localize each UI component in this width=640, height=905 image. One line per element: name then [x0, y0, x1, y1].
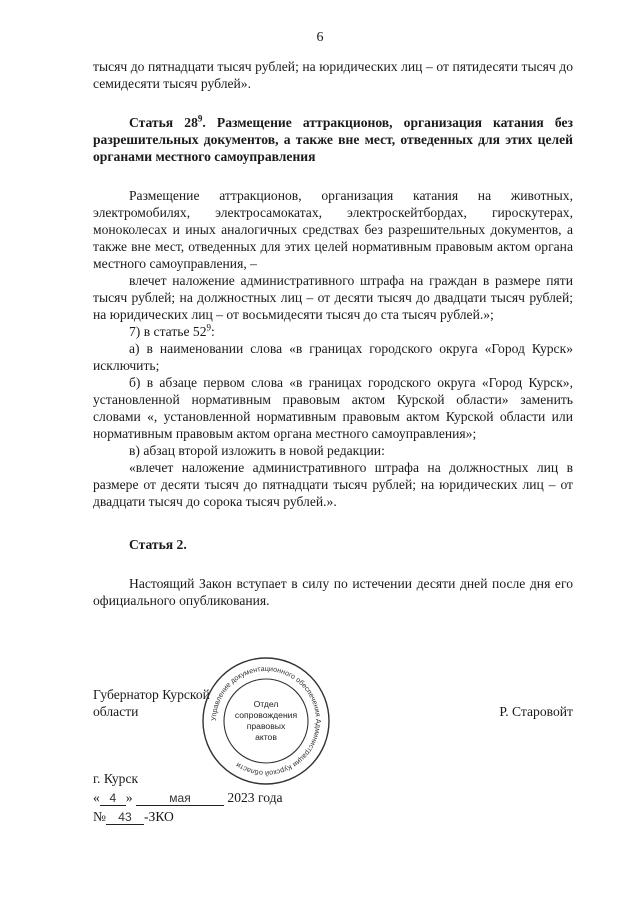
stamp-line-1: Отдел: [253, 699, 279, 709]
date-line: [93, 789, 393, 808]
paragraph-3-text: 7) в статье 52: [129, 324, 207, 339]
paragraph-8: Настоящий Закон вступает в силу по истечении десяти дней после дня его официального опубликования.: [93, 576, 573, 608]
paragraph-7: «влечет наложение административного штрафа на должностных лиц в размере от десяти тысяч до пятнадцати тысяч рублей; на юридических лиц – от двадцати тысяч до сорока тысяч рублей.».: [93, 460, 573, 509]
article-heading-prefix: Статья 28: [129, 115, 198, 130]
article-28-9-heading: [93, 114, 573, 165]
paragraph-intro: тысяч до пятнадцати тысяч рублей; на юридических лиц – от пятидесяти тысяч до семидесяти тысяч рублей».: [93, 59, 573, 91]
stamp-line-3: правовых: [246, 721, 286, 731]
paragraph-6: в) абзац второй изложить в новой редакции:: [129, 443, 385, 458]
paragraph-3-tail: :: [211, 324, 215, 339]
governor-title: Губернатор Курской области: [93, 687, 210, 719]
footer: [93, 770, 393, 827]
number-value: 43: [106, 810, 144, 825]
date-close-quote: »: [125, 790, 133, 805]
governor-name: Р. Старовойт: [499, 704, 573, 719]
paragraph-1: Размещение аттракционов, организация катания на животных, электромобилях, электросамокатах, электроскейтбордах, гироскутерах, моноколесах и иных аналогичных средствах без разрешительных документов, а также вне мест, отведенных для этих целей нормативным правовым актом органа местного самоуправления, –: [93, 188, 573, 271]
number-suffix: -ЗКО: [143, 809, 174, 824]
stamp-center-text: [200, 655, 332, 787]
paragraph-2: влечет наложение административного штрафа на граждан в размере пяти тысяч рублей; на должностных лиц – от десяти тысяч до двадцати тысяч рублей; на юридических лиц – от восьмидесяти тысяч до ста тысяч рублей.»;: [93, 273, 573, 322]
official-stamp: [200, 655, 332, 787]
number-prefix: №: [93, 809, 106, 824]
date-day: 4: [100, 791, 126, 806]
stamp-line-4: актов: [255, 732, 277, 742]
number-line: [93, 808, 393, 827]
document-body: [93, 58, 573, 609]
page-number: 6: [316, 30, 324, 45]
article-heading-title: . Размещение аттракционов, организация катания без разрешительных документов, а также вне мест, отведенных для этих целей органами местного самоуправления: [93, 115, 574, 164]
paragraph-3: [93, 323, 573, 340]
date-open-quote: «: [93, 790, 100, 805]
stamp-line-2: сопровождения: [234, 710, 298, 720]
date-year: 2023 года: [227, 790, 283, 805]
paragraph-5: б) в абзаце первом слова «в границах городского округа «Город Курск», установленной нормативным правовым актом Курской области» заменить словами «, установленной нормативным правовым актом Курской области или нормативным правовым актом органа местного самоуправления»;: [93, 375, 573, 441]
city-line: г. Курск: [93, 771, 139, 786]
date-month: мая: [136, 791, 224, 806]
paragraph-4: а) в наименовании слова «в границах городского округа «Город Курск» исключить;: [93, 341, 573, 373]
paragraph-3-sup: 9: [206, 322, 212, 333]
article-heading-sup: 9: [197, 113, 203, 124]
stamp-ring-text: Управление документационного обеспечения Администрации Курской области: [208, 663, 324, 779]
article-2-heading: Статья 2.: [129, 537, 187, 552]
